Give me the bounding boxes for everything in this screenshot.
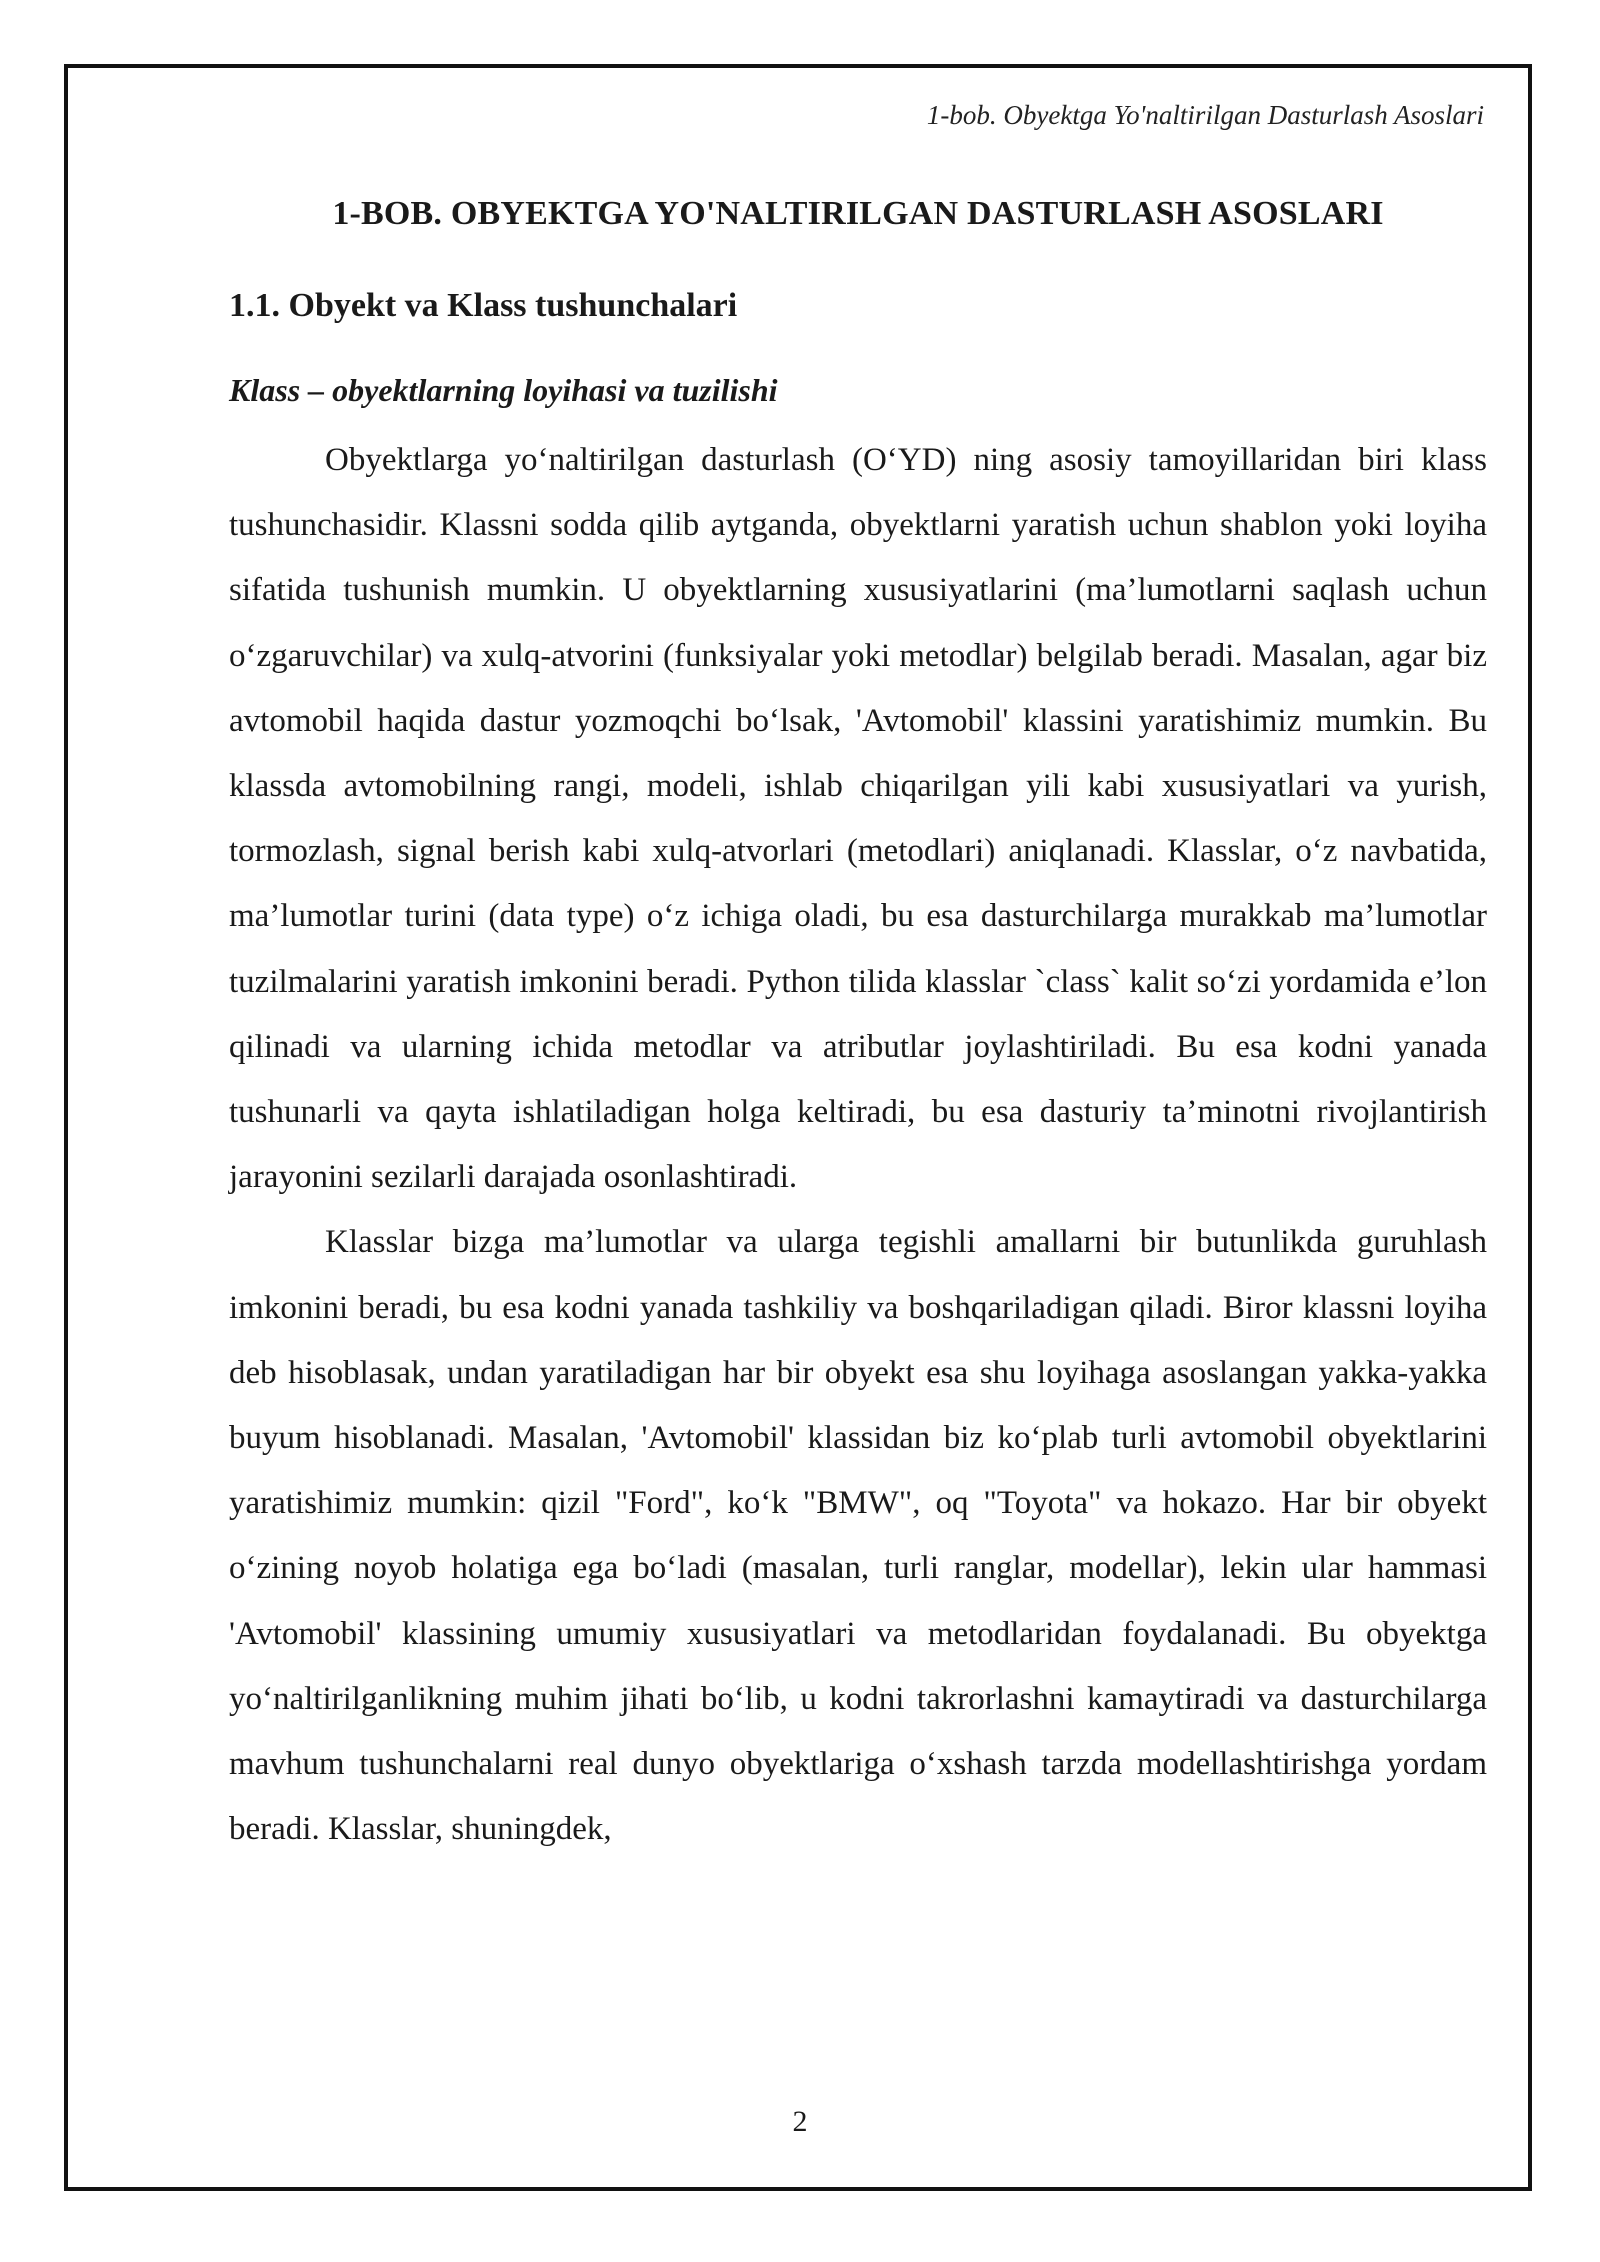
chapter-title: 1-BOB. OBYEKTGA YO'NALTIRILGAN DASTURLASH ASOSLARI <box>332 195 1384 232</box>
page-number: 2 <box>792 2105 808 2138</box>
subsection-title: Klass – obyektlarning loyihasi va tuzilishi <box>229 372 778 408</box>
page-content <box>229 184 1487 1862</box>
body-paragraph-2: Klasslar bizga ma’lumotlar va ularga tegishli amallarni bir butunlikda guruhlash imkonini beradi, bu esa kodni yanada tashkiliy va boshqariladigan qiladi. Biror klassni loyiha deb hisoblasak, undan yaratiladigan har bir obyekt esa shu loyihaga asoslangan yakka-yakka buyum hisoblanadi. Masalan, 'Avtomobil' klassidan biz ko‘plab turli avtomobil obyektlarini yaratishimiz mumkin: qizil "Ford", ko‘k "BMW", oq "Toyota" va hokazo. Har bir obyekt o‘zining noyob holatiga ega bo‘ladi (masalan, turli ranglar, modellar), lekin ular hammasi 'Avtomobil' klassining umumiy xususiyatlari va metodlaridan foydalanadi. Bu obyektga yo‘naltirilganlikning muhim jihati bo‘lib, u kodni takrorlashni kamaytiradi va dasturchilarga mavhum tushunchalarni real dunyo obyektlariga o‘xshash tarzda modellashtirishga yordam beradi. Klasslar, shuningdek, <box>229 1224 1487 1848</box>
body-paragraph-1: Obyektlarga yo‘naltirilgan dasturlash (O‘YD) ning asosiy tamoyillaridan biri klass tushunchasidir. Klassni sodda qilib aytganda, obyektlarni yaratish uchun shablon yoki loyiha sifatida tushunish mumkin. U obyektlarning xususiyatlarini (ma’lumotlarni saqlash uchun o‘zgaruvchilar) va xulq-atvorini (funksiyalar yoki metodlar) belgilab beradi. Masalan, agar biz avtomobil haqida dastur yozmoqchi bo‘lsak, 'Avtomobil' klassini yaratishimiz mumkin. Bu klassda avtomobilning rangi, modeli, ishlab chiqarilgan yili kabi xususiyatlari va yurish, tormozlash, signal berish kabi xulq-atvorlari (metodlari) aniqlanadi. Klasslar, o‘z navbatida, ma’lumotlar turini (data type) o‘z ichiga oladi, bu esa dasturchilarga murakkab ma’lumotlar tuzilmalarini yaratish imkonini beradi. Python tilida klasslar `class` kalit so‘zi yordamida e’lon qilinadi va ularning ichida metodlar va atributlar joylashtiriladi. Bu esa kodni yanada tushunarli va qayta ishlatiladigan holga keltiradi, bu esa dasturiy ta’minotni rivojlantirish jarayonini sezilarli darajada osonlashtiradi. <box>229 442 1487 1196</box>
section-title: 1.1. Obyekt va Klass tushunchalari <box>229 287 738 324</box>
running-header: 1-bob. Obyektga Yo'naltirilgan Dasturlash Asoslari <box>926 100 1484 130</box>
